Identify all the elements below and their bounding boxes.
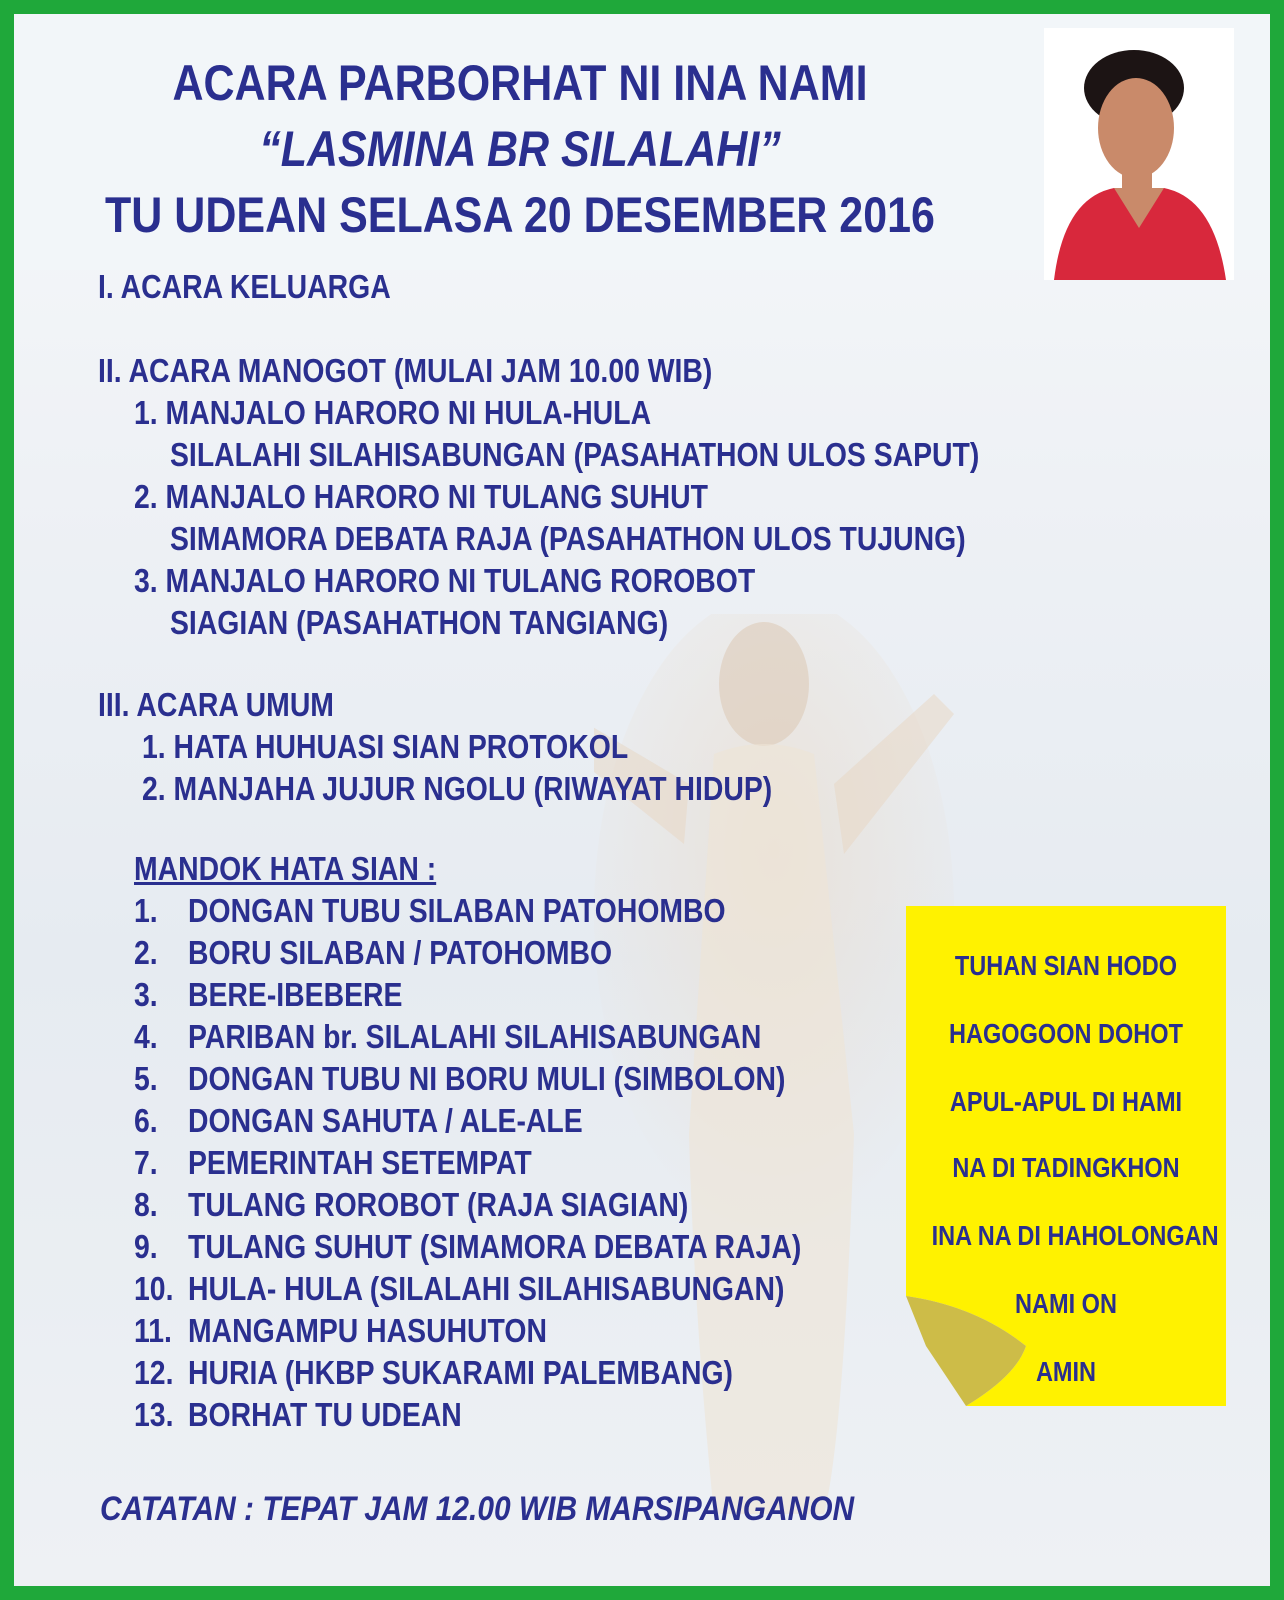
portrait-photo xyxy=(1044,28,1234,280)
prayer-note-line: INA NA DI HAHOLONGAN xyxy=(931,1220,1219,1251)
speaker-number: 1. xyxy=(134,892,158,929)
speaker-item: DONGAN TUBU SILABAN PATOHOMBO xyxy=(188,892,726,929)
title-line-2: “LASMINA BR SILALAHI” xyxy=(259,121,781,177)
speaker-item: DONGAN SAHUTA / ALE-ALE xyxy=(188,1102,583,1139)
speaker-item: BORHAT TU UDEAN xyxy=(188,1396,462,1433)
section-2-item: 1. MANJALO HARORO NI HULA-HULA xyxy=(134,394,652,431)
speaker-item: PEMERINTAH SETEMPAT xyxy=(188,1144,532,1181)
section-2-item: SILALAHI SILAHISABUNGAN (PASAHATHON ULOS SAPUT) xyxy=(170,436,980,473)
speakers-heading: MANDOK HATA SIAN : xyxy=(134,850,437,887)
section-3-heading: III. ACARA UMUM xyxy=(98,686,334,723)
section-1-heading: I. ACARA KELUARGA xyxy=(98,268,391,305)
speaker-number: 4. xyxy=(134,1018,158,1055)
section-2-item: SIAGIAN (PASAHATHON TANGIANG) xyxy=(170,604,669,641)
speaker-number: 5. xyxy=(134,1060,158,1097)
speaker-item: HULA- HULA (SILALAHI SILAHISABUNGAN) xyxy=(188,1270,785,1307)
speaker-item: BERE-IBEBERE xyxy=(188,976,403,1013)
speaker-item: TULANG SUHUT (SIMAMORA DEBATA RAJA) xyxy=(188,1228,802,1265)
speaker-number: 2. xyxy=(134,934,158,971)
speaker-number: 6. xyxy=(134,1102,158,1139)
title-line-3: TU UDEAN SELASA 20 DESEMBER 2016 xyxy=(105,187,935,243)
speaker-item: MANGAMPU HASUHUTON xyxy=(188,1312,547,1349)
speaker-number: 13. xyxy=(134,1396,174,1433)
speaker-item: TULANG ROROBOT (RAJA SIAGIAN) xyxy=(188,1186,689,1223)
speaker-number: 7. xyxy=(134,1144,158,1181)
section-2-heading: II. ACARA MANOGOT (MULAI JAM 10.00 WIB) xyxy=(98,352,713,389)
prayer-note-line: NAMI ON xyxy=(1015,1288,1117,1319)
speaker-item: HURIA (HKBP SUKARAMI PALEMBANG) xyxy=(188,1354,733,1391)
title-line-1: ACARA PARBORHAT NI INA NAMI xyxy=(172,55,868,111)
prayer-note-line: NA DI TADINGKHON xyxy=(952,1152,1180,1183)
prayer-note-line: AMIN xyxy=(1035,1356,1097,1387)
speaker-number: 3. xyxy=(134,976,158,1013)
prayer-note-line: HAGOGOON DOHOT xyxy=(949,1018,1183,1049)
speaker-number: 10. xyxy=(134,1270,174,1307)
speaker-item: BORU SILABAN / PATOHOMBO xyxy=(188,934,613,971)
speaker-number: 9. xyxy=(134,1228,158,1265)
section-2-item: 2. MANJALO HARORO NI TULANG SUHUT xyxy=(134,478,708,515)
speaker-number: 8. xyxy=(134,1186,158,1223)
prayer-note-line: APUL-APUL DI HAMI xyxy=(949,1086,1183,1117)
speaker-item: DONGAN TUBU NI BORU MULI (SIMBOLON) xyxy=(188,1060,786,1097)
section-2-item: 3. MANJALO HARORO NI TULANG ROROBOT xyxy=(134,562,756,599)
speaker-number: 12. xyxy=(134,1354,174,1391)
section-3-item: 1. HATA HUHUASI SIAN PROTOKOL xyxy=(142,728,629,765)
speaker-number: 11. xyxy=(134,1312,172,1349)
speaker-item: PARIBAN br. SILALAHI SILAHISABUNGAN xyxy=(188,1018,762,1055)
prayer-note-line: TUHAN SIAN HODO xyxy=(954,950,1178,981)
section-2-item: SIMAMORA DEBATA RAJA (PASAHATHON ULOS TUJUNG) xyxy=(170,520,966,557)
footer-note: CATATAN : TEPAT JAM 12.00 WIB MARSIPANGANON xyxy=(100,1490,855,1528)
section-3-item: 2. MANJAHA JUJUR NGOLU (RIWAYAT HIDUP) xyxy=(142,770,773,807)
